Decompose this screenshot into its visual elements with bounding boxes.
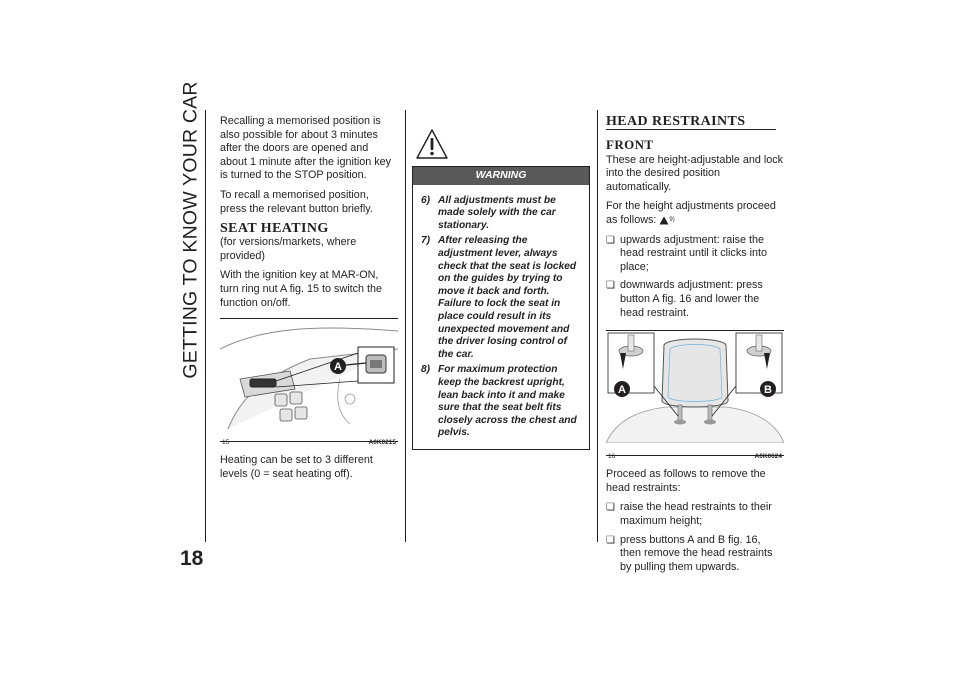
- warning-item: 6) All adjustments must be made solely with the car stationary.: [421, 194, 556, 231]
- head-restraints-heading: HEAD RESTRAINTS: [606, 114, 746, 129]
- paragraph-height-adjust-intro: For the height adjustments proceed as follows: $^{9)}$: [606, 200, 776, 226]
- side-section-title: GETTING TO KNOW YOUR CAR: [179, 81, 202, 379]
- figure-15: [220, 318, 398, 446]
- warning-small-icon: [659, 216, 669, 225]
- svg-text:A: A: [334, 361, 342, 374]
- list-item: ❏ press buttons A and B fig. 16, then remove the head restraints by pulling them upwards.: [606, 534, 784, 575]
- paragraph-height-adjustable: These are height-adjustable and lock into the desired position automatically.: [606, 153, 784, 193]
- head-restraint-illustration: [606, 331, 784, 443]
- warning-item: 8) For maximum protection keep the backrest upright, lean back into it and make sure that the seat belt fits closely across the chest and pelvis.: [421, 364, 577, 439]
- paragraph-removal-intro: Proceed as follows to remove the head restraints:: [606, 468, 766, 494]
- seat-heating-heading: SEAT HEATING: [220, 221, 329, 237]
- side-rule: [205, 110, 206, 542]
- heading-underline: [606, 129, 776, 130]
- column-1: [220, 115, 398, 487]
- warning-body: [413, 185, 589, 449]
- list-item: ❏ upwards adjustment: raise the head restraint until it clicks into place;: [606, 234, 784, 275]
- figure-16: [606, 330, 784, 460]
- column-divider-1: [405, 110, 406, 542]
- figure-16-caption: [606, 448, 784, 464]
- figure-16-code: A0K0624: [754, 452, 782, 460]
- warning-icon-area: [412, 128, 590, 166]
- figure-16-number: 16: [608, 452, 616, 460]
- figure-15-number: 15: [222, 438, 230, 446]
- paragraph-seat-heating-switch: With the ignition key at MAR-ON, turn ring nut A fig. 15 to switch the function on/off.: [220, 269, 383, 309]
- warning-triangle-icon: [415, 128, 449, 160]
- column-3: [606, 115, 784, 579]
- paragraph-heating-levels: Heating can be set to 3 different levels (0 = seat heating off).: [220, 454, 373, 480]
- page-number: 18: [180, 547, 204, 570]
- warning-item: 7) After releasing the adjustment lever, always check that the seat is locked on the guides by trying to move it back and forth. Failure to lock the seat in place could result in its unexpected movement and the driver losing control of the car.: [421, 235, 577, 360]
- seat-heating-availability: (for versions/markets, where provided): [220, 236, 357, 262]
- paragraph-recall-press: To recall a memorised position, press the relevant button briefly.: [220, 188, 373, 215]
- seat-heating-illustration: [220, 319, 398, 429]
- column-2: [412, 128, 590, 450]
- figure-15-caption: [220, 434, 398, 450]
- figure-15-code: A0K0215: [368, 438, 396, 446]
- warning-header: WARNING: [413, 167, 589, 185]
- warning-box: [412, 166, 590, 450]
- paragraph-recall-timing: Recalling a memorised position is also possible for about 3 minutes after the doors are opened and about 1 minute after the ignition key is turned to the STOP position.: [220, 115, 392, 182]
- front-subheading: FRONT: [606, 137, 654, 152]
- svg-text:B: B: [764, 384, 772, 397]
- list-item: ❏ downwards adjustment: press button A fig. 16 and lower the head restraint.: [606, 279, 784, 320]
- column-divider-2: [597, 110, 598, 542]
- svg-text:A: A: [618, 384, 626, 397]
- list-item: ❏ raise the head restraints to their maximum height;: [606, 501, 784, 528]
